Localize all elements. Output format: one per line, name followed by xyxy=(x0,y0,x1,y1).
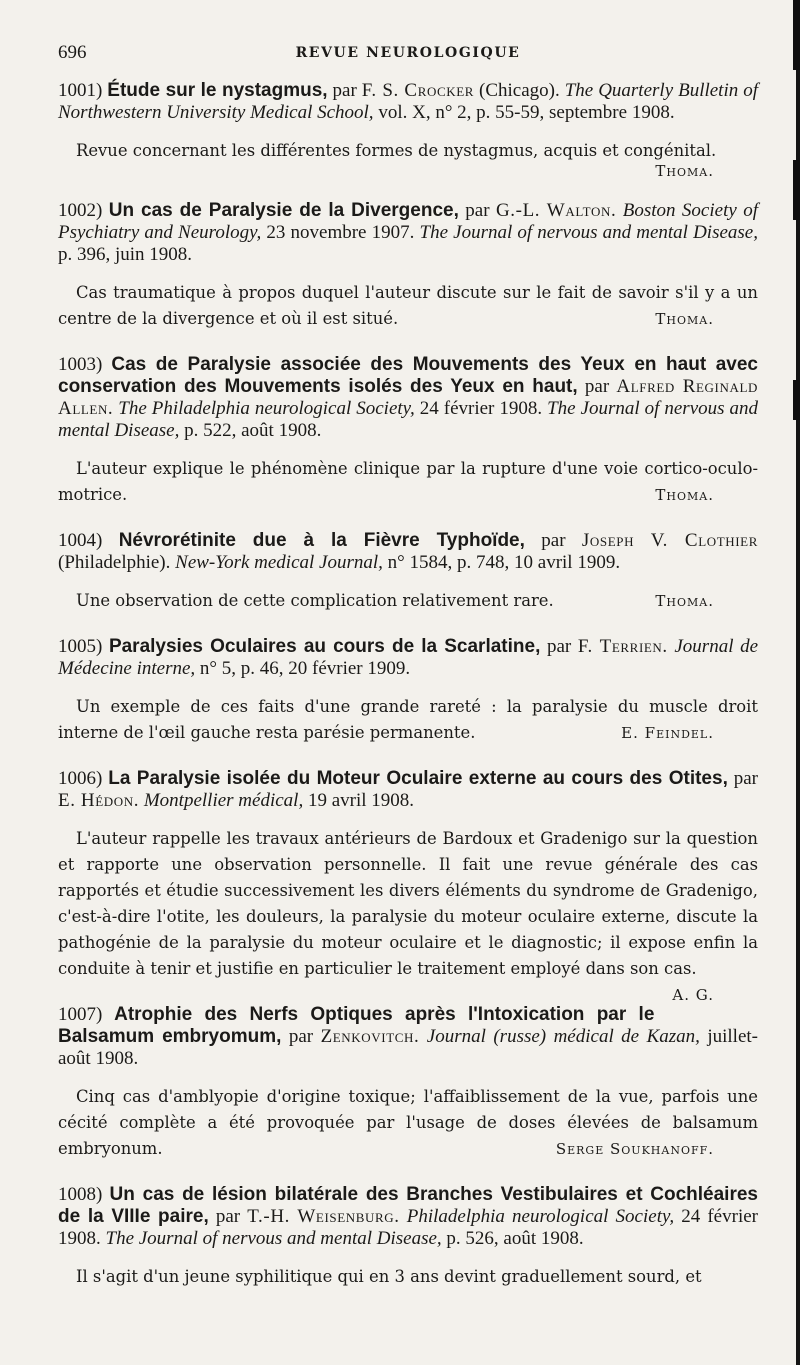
entry-number: 1007) xyxy=(58,1004,103,1025)
page-number: 696 xyxy=(58,42,87,63)
citation-by: par xyxy=(524,530,582,551)
entry-title: Étude sur le nystagmus, xyxy=(107,80,328,101)
reviewer-name: Serge Soukhanoff. xyxy=(555,1140,714,1158)
entry-number: 1002) xyxy=(58,200,103,221)
citation-details: p. 522, août 1908. xyxy=(179,420,322,441)
citation xyxy=(58,1004,758,1070)
citation-author: F. S. Crocker xyxy=(361,80,475,101)
citation-author: F. Terrien. xyxy=(577,636,668,657)
page-edge-mark xyxy=(793,0,800,70)
journal-name: Boston Society of Psychiatry and Neurology, xyxy=(58,200,758,243)
abstract-entry xyxy=(58,1004,758,1162)
citation xyxy=(58,1184,758,1250)
summary-body: Une observation de cette complication relativement rare. xyxy=(76,591,554,610)
summary-body: L'auteur explique le phénomène clinique par la rupture d'une voie cortico-oculo-motrice. xyxy=(58,459,758,504)
citation-place: (Philadelphie). xyxy=(58,552,176,573)
citation-by: par xyxy=(540,636,578,657)
entry-number: 1001) xyxy=(58,80,103,101)
journal-name: Montpellier médical, xyxy=(139,790,304,811)
journal-name: The Quarterly Bulletin of Northwestern University Medical School, xyxy=(58,80,758,123)
abstract-entry xyxy=(58,80,758,180)
citation-details: n° 1584, p. 748, 10 avril 1909. xyxy=(382,552,621,573)
journal-name: The Journal of nervous and mental Disease, xyxy=(419,222,758,243)
citation-author: Joseph V. Clothier xyxy=(581,530,758,551)
summary-body: Cinq cas d'amblyopie d'origine toxique; l'affaiblissement de la vue, parfois une cécité complète a été provoquée par l'usage de doses élevées de balsamum embryonum. xyxy=(58,1087,758,1158)
citation-author: Zenkovitch. xyxy=(320,1026,420,1047)
entry-title: Névrorétinite due à la Fièvre Typhoïde, xyxy=(118,530,525,551)
abstract-entry xyxy=(58,636,758,746)
entry-title: Un cas de Paralysie de la Divergence, xyxy=(108,200,459,221)
journal-name: Philadelphia neurological Society, xyxy=(399,1206,675,1227)
citation-details: vol. X, n° 2, p. 55-59, septembre 1908. xyxy=(373,102,675,123)
entry-title: La Paralysie isolée du Moteur Oculaire externe au cours des Otites, xyxy=(108,768,728,789)
entry-number: 1004) xyxy=(58,530,103,551)
journal-name: The Journal of nervous and mental Disease, xyxy=(105,1228,442,1249)
abstract-entry xyxy=(58,200,758,332)
citation-date: 24 février 1908. xyxy=(414,398,548,419)
reviewer-name: E. Feindel. xyxy=(621,724,714,742)
citation xyxy=(58,354,758,442)
reviewer-name: Thoma. xyxy=(655,162,714,180)
citation-by: par xyxy=(208,1206,248,1227)
page-edge-mark xyxy=(793,380,800,420)
page-header xyxy=(58,42,758,68)
abstract-entry xyxy=(58,354,758,508)
citation xyxy=(58,200,758,266)
citation-author: Alfred Reginald Allen. xyxy=(58,376,758,419)
entry-number: 1008) xyxy=(58,1184,103,1205)
summary-text xyxy=(58,694,758,746)
citation-by: par xyxy=(727,768,759,789)
journal-name: New-York medical Journal, xyxy=(175,552,383,573)
running-title: REVUE NEUROLOGIQUE xyxy=(295,45,521,61)
abstract-entry xyxy=(58,768,759,1004)
citation-by: par xyxy=(327,80,362,101)
reviewer-name: Thoma. xyxy=(655,592,714,610)
journal-name: The Philadelphia neurological Society, xyxy=(113,398,415,419)
citation-date: 23 novembre 1907. xyxy=(261,222,420,243)
journal-name: The Journal of nervous and mental Disease, xyxy=(58,398,758,441)
entry-number: 1006) xyxy=(58,768,103,789)
summary-body: Cas traumatique à propos duquel l'auteur discute sur le fait de savoir s'il y a un centre de la divergence et où il est situé. xyxy=(58,283,758,328)
reviewer-name: Thoma. xyxy=(655,310,714,328)
citation-by: par xyxy=(577,376,617,397)
entry-number: 1003) xyxy=(58,354,103,375)
summary-text xyxy=(58,588,758,614)
citation xyxy=(58,80,758,124)
entry-title: Cas de Paralysie associée des Mouvements des Yeux en haut avec conservation des Mouvements isolés des Yeux en haut, xyxy=(58,354,759,397)
journal-name: Journal (russe) médical de Kazan, xyxy=(419,1026,700,1047)
summary-body: Un exemple de ces faits d'une grande rareté : la paralysie du muscle droit interne de l'œil gauche resta parésie permanente. xyxy=(58,697,758,742)
citation-details: n° 5, p. 46, 20 février 1909. xyxy=(195,658,411,679)
citation-details: p. 396, juin 1908. xyxy=(58,244,193,265)
reviewer-name: Thoma. xyxy=(655,486,714,504)
citation-details: p. 526, août 1908. xyxy=(441,1228,584,1249)
citation-by: par xyxy=(458,200,496,221)
citation-by: par xyxy=(281,1026,321,1047)
summary-text xyxy=(58,1084,758,1162)
abstracts-column xyxy=(58,80,758,1312)
entry-title: Un cas de lésion bilatérale des Branches Vestibulaires et Cochléaires de la VIIIe paire, xyxy=(58,1184,758,1227)
citation-date: 24 février 1908. xyxy=(58,1206,758,1249)
summary-text xyxy=(58,280,758,332)
citation xyxy=(58,530,758,574)
summary-text xyxy=(58,826,758,1004)
citation-author: E. Hédon. xyxy=(58,790,140,811)
citation xyxy=(58,636,758,680)
citation-details: juillet-août 1908. xyxy=(58,1026,758,1069)
citation-place: (Chicago). xyxy=(474,80,565,101)
entry-number: 1005) xyxy=(58,636,103,657)
citation xyxy=(58,768,758,812)
citation-author: G.-L. Walton. xyxy=(495,200,617,221)
summary-text: Il s'agit d'un jeune syphilitique qui en 3 ans devint graduellement sourd, et xyxy=(76,1267,702,1286)
abstract-entry xyxy=(58,530,758,614)
entry-title: Paralysies Oculaires au cours de la Scarlatine, xyxy=(108,636,541,657)
page-edge-mark xyxy=(793,160,800,220)
summary-text: Revue concernant les différentes formes de nystagmus, acquis et congénital. xyxy=(76,141,717,160)
summary-body: L'auteur rappelle les travaux antérieurs de Bardoux et Gradenigo sur la question et rapporte une observation personnelle. Il fait une revue générale des cas rapportés et étudie successivement les divers éléments du syndrome de Gradenigo, c'est-à-dire l'otite, les douleurs, la paralysie du moteur oculaire externe, discute la pathogénie de la paralysie du moteur oculaire et le diagnostic; il expose enfin la conduite à tenir et justifie en particulier le traitement employé dans son cas. xyxy=(58,829,758,978)
citation-details: 19 avril 1908. xyxy=(303,790,415,811)
abstract-entry xyxy=(58,1184,758,1290)
citation-author: T.-H. Weisenburg. xyxy=(247,1206,400,1227)
entry-title: Atrophie des Nerfs Optiques après l'Intoxication par le Balsamum embryomum, xyxy=(58,1004,655,1047)
journal-name: Journal de Médecine interne, xyxy=(58,636,758,679)
reviewer-name: A. G. xyxy=(672,986,714,1004)
summary-text xyxy=(58,456,758,508)
